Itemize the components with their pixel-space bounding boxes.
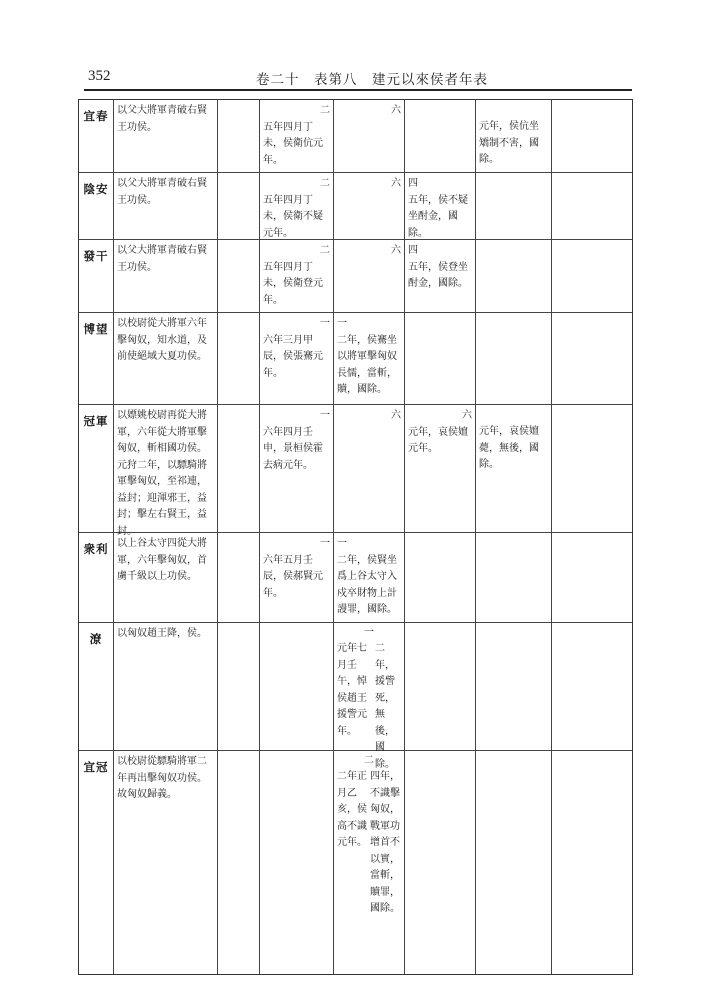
page-number: 352 bbox=[88, 68, 111, 84]
abolition-entry: 元年，侯伉坐矯制不害，國除。 bbox=[479, 121, 539, 165]
year-count: 六 bbox=[391, 410, 401, 421]
enfeoffment-entry: 二年正月乙亥，侯高不識元年。 bbox=[337, 771, 367, 848]
abolition-entry: 一 二年，侯賢坐爲上谷太守入戍卒財物上計謾罪，國除。 bbox=[337, 538, 397, 615]
enfeoffment-entry: 六年四月壬申，景桓侯霍去病元年。 bbox=[263, 426, 323, 471]
year-count: 一 bbox=[320, 410, 330, 421]
enfeoffment-entry: 六年三月甲辰，侯張騫元年。 bbox=[263, 334, 323, 379]
marquisate-name: 冠軍 bbox=[83, 414, 109, 428]
abolition-entry: 四年，不識擊匈奴，戰軍功增首不以實，當斬，贖罪，國除。 bbox=[370, 771, 400, 914]
merit-description: 以父大將軍青破右賢王功侯。 bbox=[117, 105, 207, 133]
year-count: 六 bbox=[391, 178, 401, 189]
merit-description: 以父大將軍青破右賢王功侯。 bbox=[117, 245, 207, 273]
merit-description: 以校尉從大將軍六年擊匈奴，知水道，及前使絕域大夏功侯。 bbox=[117, 318, 207, 362]
marquisate-name: 博望 bbox=[83, 322, 109, 336]
enfeoffment-entry: 元年七月壬午，悼侯趙王援訾元年。 bbox=[337, 643, 367, 737]
abolition-entry: 四 五年，侯登坐酎金，國除。 bbox=[408, 245, 468, 289]
abolition-entry: 四 五年，侯不疑坐酎金，國除。 bbox=[408, 178, 468, 239]
merit-description: 以匈奴趙王降，侯。 bbox=[117, 628, 207, 639]
table-row bbox=[79, 313, 632, 405]
year-count: 二 bbox=[364, 755, 374, 766]
enfeoffment-entry: 六年五月壬辰，侯郝賢元年。 bbox=[263, 554, 323, 599]
marquisate-name: 宜春 bbox=[83, 109, 109, 123]
marquis-table bbox=[78, 99, 633, 975]
marquisate-name: 宜冠 bbox=[83, 760, 109, 774]
year-count: 六 bbox=[391, 245, 401, 256]
year-count: 六 bbox=[391, 105, 401, 116]
table-row bbox=[79, 533, 632, 623]
marquisate-name: 衆利 bbox=[83, 542, 109, 556]
marquisate-name: 陰安 bbox=[83, 182, 109, 196]
year-count: 一 bbox=[320, 538, 330, 549]
year-count: 二 bbox=[320, 245, 330, 256]
merit-description: 以父大將軍青破右賢王功侯。 bbox=[117, 178, 207, 206]
running-title: 卷二十 表第八 建元以來侯者年表 bbox=[256, 72, 488, 88]
year-count: 二 bbox=[320, 105, 330, 116]
abolition-entry: 二年，援訾死，無後，國除。 bbox=[375, 643, 395, 770]
year-count: 一 bbox=[364, 627, 374, 638]
year-count: 一 bbox=[320, 318, 330, 329]
merit-description: 以校尉從驃騎將軍二年再出擊匈奴功侯。故匈奴歸義。 bbox=[117, 756, 207, 800]
succession-entry: 元年，哀侯嬗元年。 bbox=[408, 426, 468, 454]
header-rule bbox=[84, 89, 632, 91]
merit-description: 以嫖姚校尉再從大將軍，六年從大將軍擊匈奴，斬相國功侯。元狩二年，以驃騎將軍擊匈奴，至祁連，益封；迎渾邪王，益封；擊左右賢王，益封。 bbox=[117, 410, 207, 537]
year-count: 二 bbox=[320, 178, 330, 189]
abolition-entry: 元年，哀侯嬗薨，無後，國除。 bbox=[479, 426, 539, 470]
table-row bbox=[79, 173, 632, 240]
year-count: 六 bbox=[462, 410, 472, 421]
enfeoffment-entry: 五年四月丁未，侯衛伉元年。 bbox=[263, 121, 323, 166]
abolition-entry: 一 二年，侯騫坐以將軍擊匈奴長懦，當斬，贖，國除。 bbox=[337, 318, 397, 395]
marquisate-name: 潦 bbox=[89, 632, 103, 646]
enfeoffment-entry: 五年四月丁未，侯衛不疑元年。 bbox=[263, 194, 323, 239]
marquisate-name: 發干 bbox=[83, 249, 109, 263]
page-header bbox=[84, 66, 632, 88]
table-row bbox=[79, 100, 632, 173]
table-row bbox=[79, 751, 632, 974]
merit-description: 以上谷太守四從大將軍，六年擊匈奴，首虜千級以上功侯。 bbox=[117, 538, 207, 582]
enfeoffment-entry: 五年四月丁未，侯衛登元年。 bbox=[263, 261, 323, 306]
table-row bbox=[79, 240, 632, 313]
table-row bbox=[79, 405, 632, 537]
